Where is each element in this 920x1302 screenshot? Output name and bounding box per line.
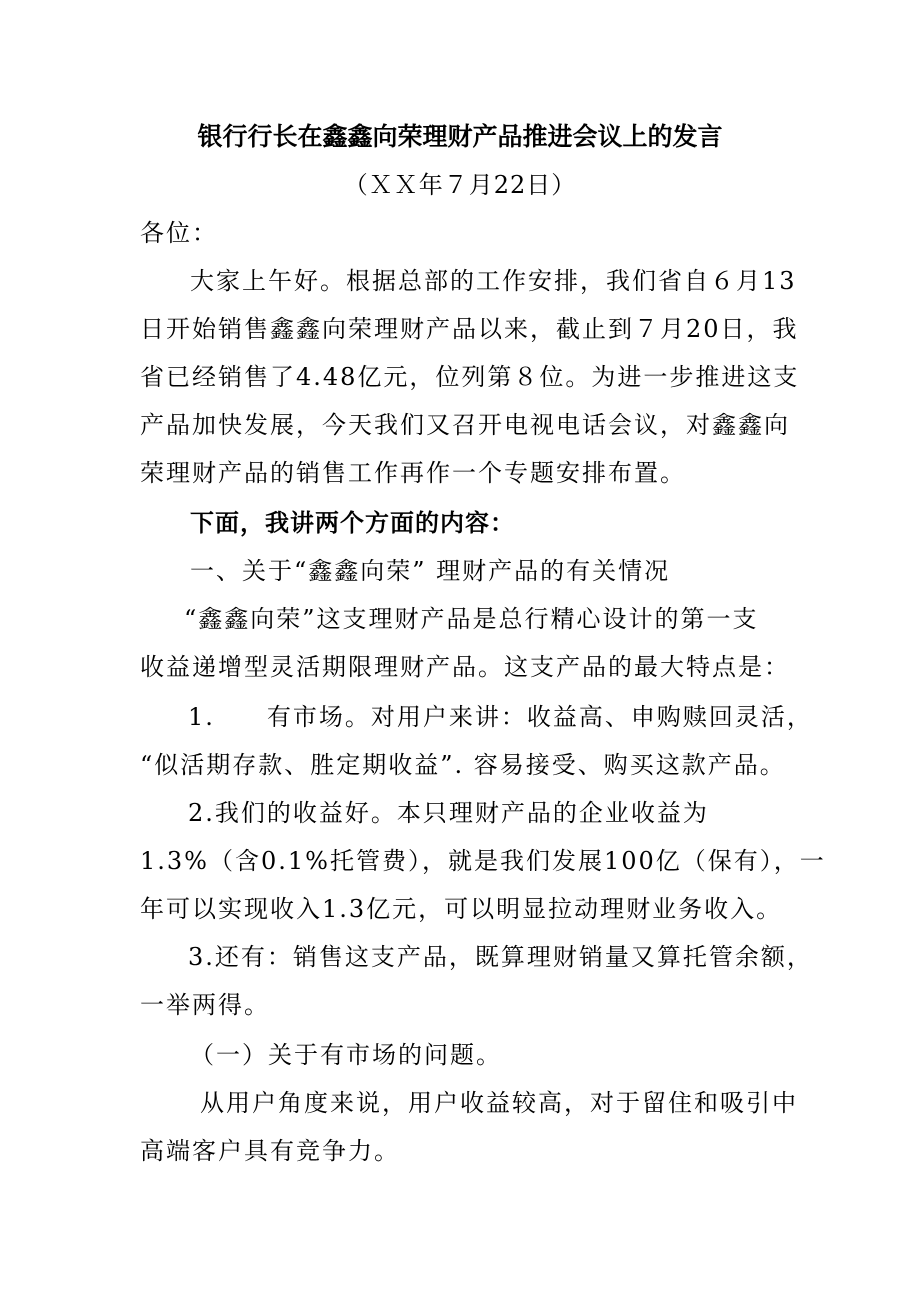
paragraph-line: 荣理财产品的销售工作再作一个专题安排布置。 — [140, 459, 686, 487]
list-item: 3.还有：销售这支产品，既算理财销量又算托管余额， — [188, 943, 813, 971]
paragraph-line: 大家上午好。根据总部的工作安排，我们省自６月13 — [190, 267, 797, 295]
list-item: 1. 有市场。对用户来讲：收益高、申购赎回灵活， — [188, 703, 813, 731]
paragraph-line: 从用户角度来说，用户收益较高，对于留住和吸引中 — [200, 1089, 798, 1117]
subsection-heading: （一）关于有市场的问题。 — [190, 1041, 502, 1069]
list-item-continuation: “似活期存款、胜定期收益”. 容易接受、购买这款产品。 — [140, 751, 786, 779]
document-title: 银行行长在鑫鑫向荣理财产品推进会议上的发言 — [197, 122, 723, 151]
paragraph-line: 高端客户具有竞争力。 — [140, 1137, 400, 1165]
paragraph-line: 日开始销售鑫鑫向荣理财产品以来，截止到７月20日，我 — [140, 315, 799, 343]
paragraph-line: 省已经销售了4.48亿元，位列第８位。为进一步推进这支 — [140, 363, 800, 391]
list-item: 2.我们的收益好。本只理财产品的企业收益为 — [188, 799, 709, 827]
paragraph-line: 收益递增型灵活期限理财产品。这支产品的最大特点是： — [140, 653, 790, 681]
list-item-continuation: 一举两得。 — [140, 991, 270, 1019]
section-intro: 下面，我讲两个方面的内容： — [190, 509, 515, 537]
paragraph-line: 产品加快发展，今天我们又召开电视电话会议，对鑫鑫向 — [140, 411, 790, 439]
paragraph-line: “鑫鑫向荣”这支理财产品是总行精心设计的第一支 — [184, 605, 759, 633]
salutation: 各位： — [140, 219, 218, 247]
list-item-continuation: 1.3%（含0.1%托管费），就是我们发展100亿（保有），一 — [140, 847, 826, 875]
list-item-continuation: 年可以实现收入1.3亿元，可以明显拉动理财业务收入。 — [140, 895, 783, 923]
document-date: （ＸＸ年７月22日） — [343, 171, 577, 199]
section-heading: 一、关于“鑫鑫向荣” 理财产品的有关情况 — [190, 557, 671, 585]
